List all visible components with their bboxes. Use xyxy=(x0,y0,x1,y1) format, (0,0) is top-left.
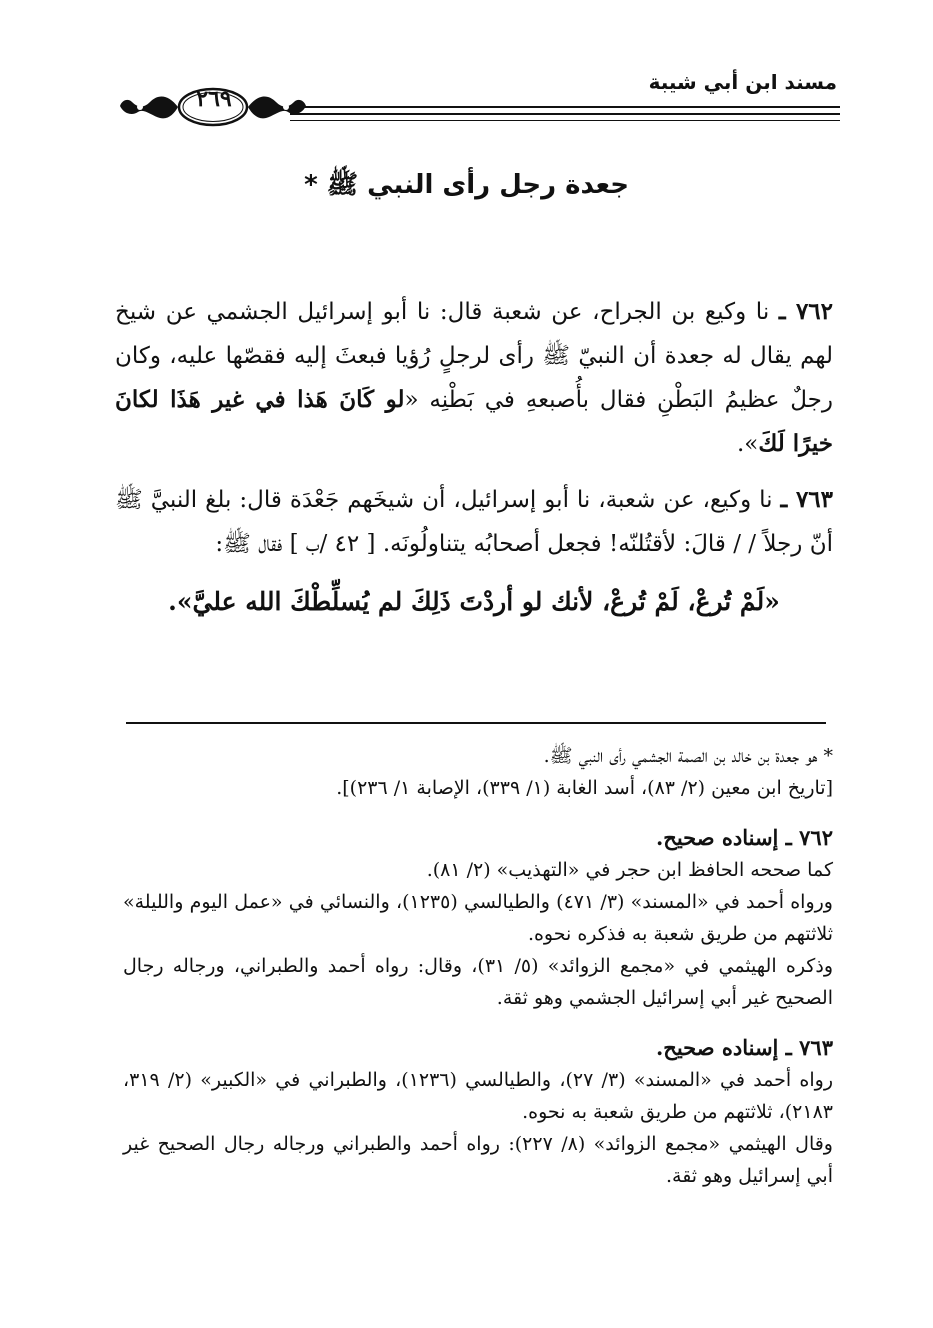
header-rule xyxy=(290,106,840,108)
footnote-separator xyxy=(126,722,826,724)
hadith-number: ٧٦٢ ـ xyxy=(778,298,834,325)
hadith-763 xyxy=(115,478,833,566)
hadith-762 xyxy=(115,290,833,466)
folio-marker: [ ٤٢ /ب ] xyxy=(289,531,376,557)
hadith-text-2: فقال ﷺ: xyxy=(215,531,283,557)
footnote-762-line: وذكره الهيثمي في «مجمع الزوائد» (٥/ ٣١)، وقال: رواه أحمد والطبراني، ورجاله رجال الصحيح غير أبي إسرائيل الجشمي وهو ثقة. xyxy=(123,955,833,1009)
footnote-763-heading: ٧٦٣ ـ إسناده صحيح. xyxy=(655,1035,833,1060)
footnotes xyxy=(123,740,833,1192)
footnote-763-line: وقال الهيثمي «مجمع الزوائد» (٨/ ٢٢٧): رواه أحمد والطبراني ورجاله رجال الصحيح غير أبي إسرائيل وهو ثقة. xyxy=(123,1133,833,1187)
hadith-text: نا وكيع، عن شعبة، نا أبو إسرائيل، أن شيخَهم جَعْدَة قال: بلغ النبيَّ ﷺ أنّ رجلاً / / قالَ: لأقتُلنّه! فجعل أصحابُه يتناولُونَه. xyxy=(115,487,833,557)
footnote-762-line: ورواه أحمد في «المسند» (٣/ ٤٧١) والطيالسي (١٢٣٥)، والنسائي في «عمل اليوم والليلة» ثلاثتهم من طريق شعبة به فذكره نحوه. xyxy=(123,891,833,945)
header-rule xyxy=(290,120,840,121)
footnote-762-heading: ٧٦٢ ـ إسناده صحيح. xyxy=(655,825,833,850)
running-title: مسند ابن أبي شيبة xyxy=(648,70,837,94)
page-number: ٢٦٩ xyxy=(196,86,232,112)
hadith-end: ». xyxy=(736,431,759,457)
main-text xyxy=(115,290,833,636)
hadith-text: نا وكيع بن الجراح، عن شعبة قال: نا أبو إسرائيل الجشمي عن شيخ لهم يقال له جعدة أن النبيّ ﷺ رأى لرجلٍ رُؤيا فبعثَ إليه فقصّها عليه، وكان رجلٌ عظيمُ البَطْنِ فقال بأُصبعهِ في بَطْنِه « xyxy=(115,299,833,413)
footnote-763-line: رواه أحمد في «المسند» (٣/ ٢٧)، والطيالسي (١٢٣٦)، والطبراني في «الكبير» (٢/ ٣١٩، ٢١٨٣)، ثلاثتهم من طريق شعبة به نحوه. xyxy=(123,1069,834,1123)
chapter-title: جعدة رجل رأى النبي ﷺ * xyxy=(304,170,629,200)
footnote-star: * هو جعدة بن خالد بن الصمة الجشمي رأى النبي ﷺ. xyxy=(543,745,833,767)
hadith-bold-quote: لو كَانَ هَذا في غير هَذَا لكانَ خيرًا لَكَ xyxy=(115,386,833,457)
hadith-763-quote: «لَمْ تُرعْ، لَمْ تُرعْ، لأنك لو أردْتَ ذَلِكَ لم يُسلِّطْكَ الله عليَّ». xyxy=(168,587,780,616)
footnote-762-line: كما صححه الحافظ ابن حجر في «التهذيب» (٢/ ٨١). xyxy=(426,859,833,881)
header-rule xyxy=(290,113,840,115)
hadith-number: ٧٦٣ ـ xyxy=(780,486,833,513)
footnote-star-refs: [تاريخ ابن معين (٢/ ٨٣)، أسد الغابة (١/ ٣٣٩)، الإصابة ١/ ٢٣٦)]. xyxy=(336,777,833,799)
